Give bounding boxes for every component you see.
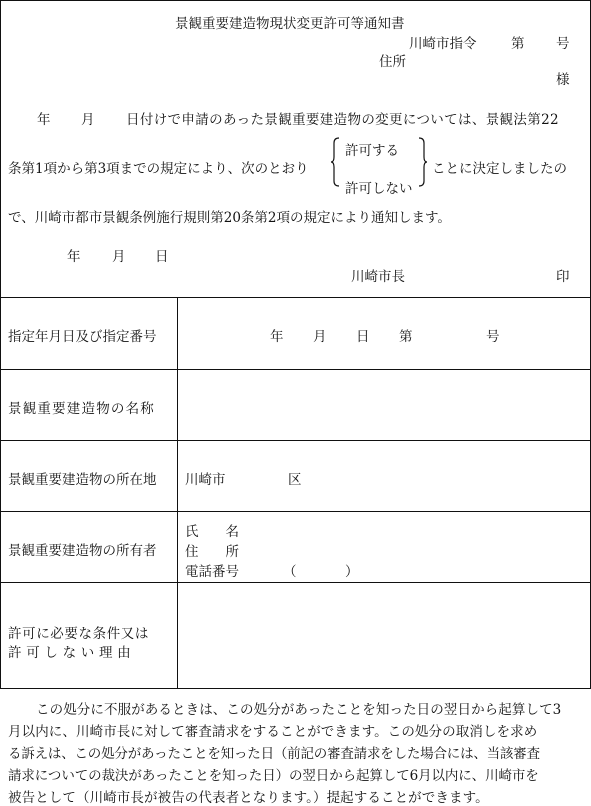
ref-city: 川崎市指令 bbox=[409, 36, 477, 52]
body-month: 月 bbox=[81, 112, 95, 128]
footer-line: この処分に不服があるときは、この処分があったことを知った日の翌日から起算して3 bbox=[36, 702, 562, 718]
footer-line: 月以内に、川崎市長に対して審査請求をすることができます。この処分の取消しを求め bbox=[8, 724, 538, 740]
right-brace bbox=[418, 137, 428, 187]
table-row-divider bbox=[0, 511, 591, 512]
owner-tel-paren-open: （ bbox=[283, 564, 297, 580]
body-year: 年 bbox=[37, 112, 51, 128]
body-line1: 日付けで申請のあった景観重要建造物の変更については、景観法第22 bbox=[126, 112, 559, 128]
frame-left bbox=[0, 0, 1, 689]
body-line2-end: ことに決定しましたの bbox=[432, 161, 567, 177]
notice-title: 景観重要建造物現状変更許可等通知書 bbox=[175, 16, 405, 32]
owner-tel-paren-close: ） bbox=[345, 564, 359, 580]
date-day: 日 bbox=[155, 249, 169, 265]
label-location: 景観重要建造物の所在地 bbox=[8, 472, 157, 488]
footer-line: 被告として（川崎市長が被告の代表者となります。）提起することができます。 bbox=[8, 790, 489, 806]
table-top-border bbox=[0, 297, 591, 298]
footer-line: る訴えは、この処分があったことを知った日（前記の審査請求をした場合には、当該審査 bbox=[8, 746, 540, 762]
left-brace bbox=[330, 137, 340, 187]
designation-go: 号 bbox=[486, 329, 500, 345]
designation-year: 年 bbox=[270, 329, 284, 345]
seal-mark: 印 bbox=[556, 269, 570, 285]
date-year: 年 bbox=[67, 249, 81, 265]
label-owner: 景観重要建造物の所有者 bbox=[8, 543, 157, 559]
label-building-name: 景観重要建造物の名称 bbox=[8, 401, 155, 417]
location-city: 川崎市 bbox=[185, 472, 226, 488]
date-month: 月 bbox=[112, 249, 126, 265]
designation-dai: 第 bbox=[399, 329, 413, 345]
designation-day: 日 bbox=[356, 329, 370, 345]
body-line2: 条第1項から第3項までの規定により、次のとおり bbox=[8, 161, 309, 177]
address-label: 住所 bbox=[379, 54, 406, 70]
table-row-divider bbox=[0, 582, 591, 583]
label-conditions-line2: 許 可 し な い 理 由 bbox=[8, 645, 131, 661]
label-designation: 指定年月日及び指定番号 bbox=[8, 329, 157, 345]
footer-line: 請求についての裁決があったことを知った日）の翌日から起算して6月以内に、川崎市を bbox=[8, 768, 539, 784]
ref-go: 号 bbox=[556, 36, 570, 52]
body-line3: で、川崎市都市景観条例施行規則第20条第2項の規定により通知します。 bbox=[8, 210, 451, 226]
sama-label: 様 bbox=[556, 72, 570, 88]
option-deny: 許可しない bbox=[345, 181, 413, 197]
owner-name-label: 氏 名 bbox=[185, 524, 239, 540]
owner-address-label: 住 所 bbox=[185, 544, 239, 560]
table-row-divider bbox=[0, 440, 591, 441]
table-column-divider bbox=[177, 297, 178, 689]
ref-dai: 第 bbox=[511, 36, 525, 52]
location-ku: 区 bbox=[288, 472, 302, 488]
owner-tel-label: 電話番号 bbox=[185, 564, 239, 580]
table-row-divider bbox=[0, 369, 591, 370]
frame-bottom bbox=[0, 688, 591, 689]
mayor-label: 川崎市長 bbox=[351, 269, 405, 285]
option-permit: 許可する bbox=[345, 143, 399, 159]
label-conditions-line1: 許可に必要な条件又は bbox=[8, 626, 149, 642]
designation-month: 月 bbox=[313, 329, 327, 345]
frame-top bbox=[0, 0, 591, 1]
